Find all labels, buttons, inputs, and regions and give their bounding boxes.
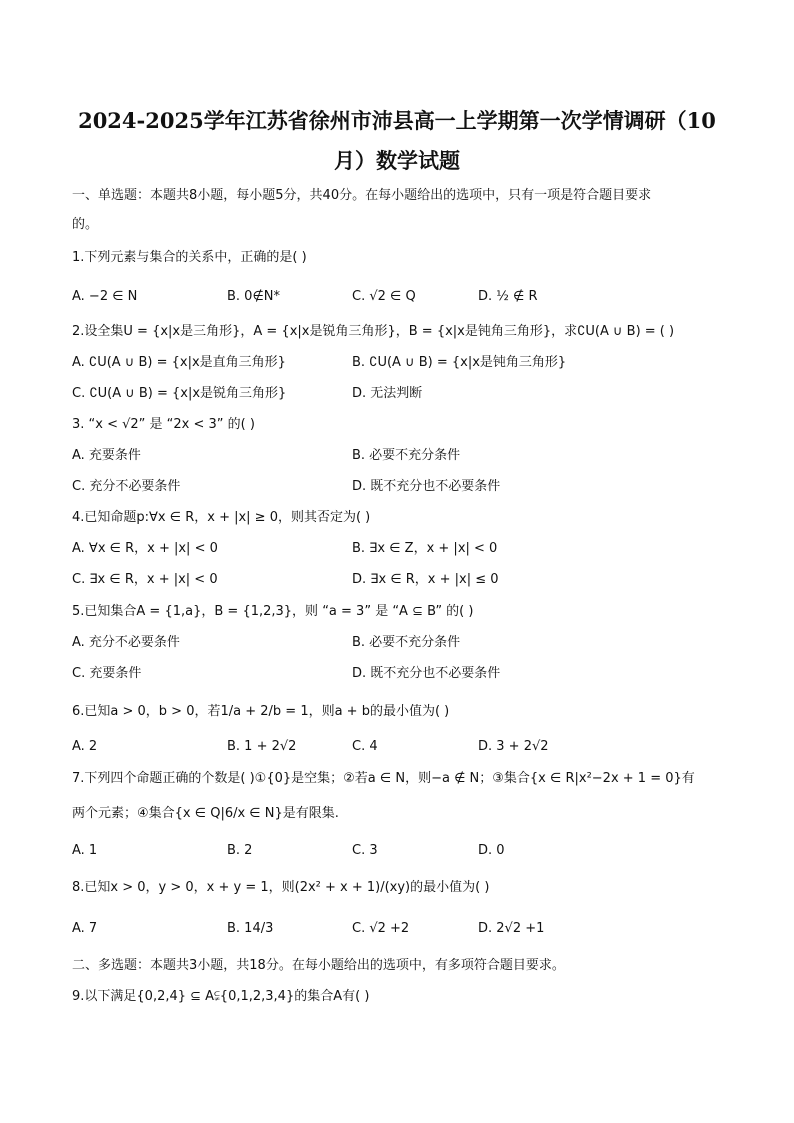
question-7-stem: 7.下列四个命题正确的个数是( )①{0}是空集；②若a ∈ N，则−a ∉ N；③集合{x ∈ R|x²−2x + 1 = 0}有 [72, 771, 695, 786]
question-7-stem-cont: 两个元素；④集合{x ∈ Q|6/x ∈ N}是有限集. [72, 806, 339, 821]
q6-option-a: A. 2 [72, 739, 98, 754]
question-9-stem: 9.以下满足{0,2,4} ⊆ A⫋{0,1,2,3,4}的集合A有( ) [72, 989, 370, 1004]
q4-option-d: D. ∃x ∈ R，x + |x| ≤ 0 [352, 572, 499, 587]
section-1-heading-cont: 的。 [72, 217, 99, 232]
q8-option-a: A. 7 [72, 921, 98, 936]
q7-option-b: B. 2 [227, 843, 253, 858]
section-2-heading: 二、多选题：本题共3小题，共18分。在每小题给出的选项中，有多项符合题目要求。 [72, 958, 565, 973]
section-1-heading: 一、单选题：本题共8小题，每小题5分，共40分。在每小题给出的选项中，只有一项是符合题目要求 [72, 188, 652, 203]
q2-option-d: D. 无法判断 [352, 386, 423, 401]
q5-option-a: A. 充分不必要条件 [72, 635, 180, 650]
question-8-stem: 8.已知x > 0，y > 0，x + y = 1，则(2x² + x + 1)/(xy)的最小值为( ) [72, 880, 490, 895]
q3-option-a: A. 充要条件 [72, 448, 141, 463]
q1-option-d: D. ½ ∉ R [478, 289, 538, 304]
q8-option-d: D. 2√2 +1 [478, 921, 545, 936]
question-5-stem: 5.已知集合A = {1,a}，B = {1,2,3}，则 “a = 3” 是 “A ⊆ B” 的( ) [72, 604, 474, 619]
question-1-stem: 1.下列元素与集合的关系中，正确的是( ) [72, 250, 307, 265]
q1-option-c: C. √2 ∈ Q [352, 289, 416, 304]
question-6-stem: 6.已知a > 0，b > 0，若1/a + 2/b = 1，则a + b的最小值为( ) [72, 704, 450, 719]
q4-option-c: C. ∃x ∈ R，x + |x| < 0 [72, 572, 218, 587]
q5-option-c: C. 充要条件 [72, 666, 142, 681]
title-line-1: 2024-2025学年江苏省徐州市沛县高一上学期第一次学情调研（10 [78, 108, 716, 133]
q2-option-c: C. ∁U(A ∪ B) = {x|x是锐角三角形} [72, 386, 287, 401]
question-3-stem: 3. “x < √2” 是 “2x < 3” 的( ) [72, 417, 255, 432]
q1-option-b: B. 0∉N* [227, 289, 281, 304]
q7-option-a: A. 1 [72, 843, 98, 858]
title-line-2: 月）数学试题 [334, 148, 460, 173]
q5-option-d: D. 既不充分也不必要条件 [352, 666, 501, 681]
q4-option-a: A. ∀x ∈ R，x + |x| < 0 [72, 541, 218, 556]
q3-option-c: C. 充分不必要条件 [72, 479, 181, 494]
q7-option-d: D. 0 [478, 843, 505, 858]
q6-option-c: C. 4 [352, 739, 378, 754]
question-2-stem: 2.设全集U = {x|x是三角形}，A = {x|x是锐角三角形}，B = {x|x是钝角三角形}，求∁U(A ∪ B) = ( ) [72, 324, 675, 339]
q7-option-c: C. 3 [352, 843, 378, 858]
q2-option-b: B. ∁U(A ∪ B) = {x|x是钝角三角形} [352, 355, 567, 370]
q8-option-b: B. 14/3 [227, 921, 274, 936]
q1-option-a: A. −2 ∈ N [72, 289, 138, 304]
q6-option-d: D. 3 + 2√2 [478, 739, 549, 754]
q2-option-a: A. ∁U(A ∪ B) = {x|x是直角三角形} [72, 355, 286, 370]
q3-option-b: B. 必要不充分条件 [352, 448, 461, 463]
q8-option-c: C. √2 +2 [352, 921, 410, 936]
question-4-stem: 4.已知命题p:∀x ∈ R，x + |x| ≥ 0，则其否定为( ) [72, 510, 371, 525]
q5-option-b: B. 必要不充分条件 [352, 635, 461, 650]
q3-option-d: D. 既不充分也不必要条件 [352, 479, 501, 494]
q4-option-b: B. ∃x ∈ Z，x + |x| < 0 [352, 541, 498, 556]
q6-option-b: B. 1 + 2√2 [227, 739, 297, 754]
